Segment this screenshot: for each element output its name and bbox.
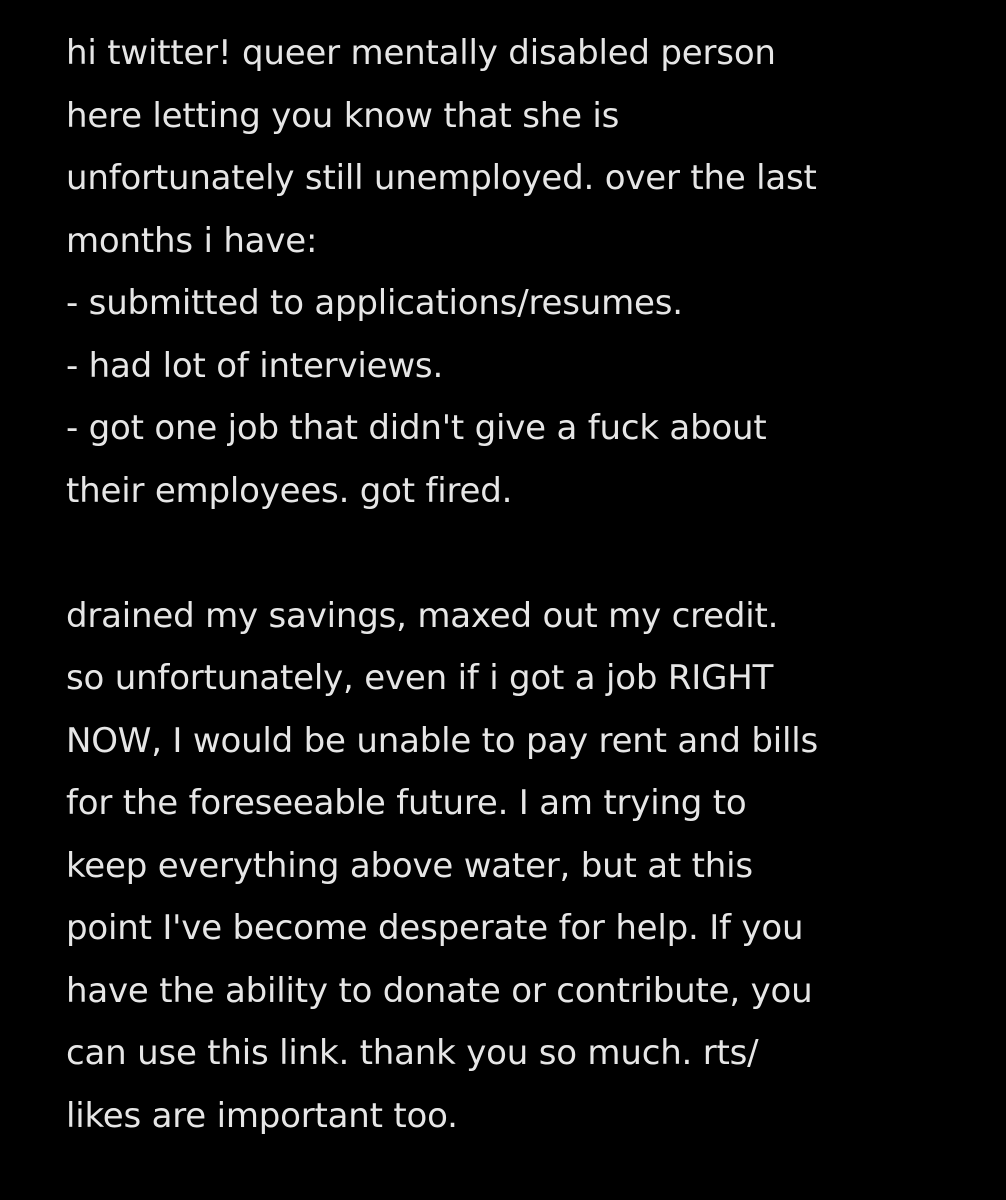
note-line: here letting you know that she is <box>66 95 620 136</box>
note-text-body <box>66 22 966 1147</box>
note-line: keep everything above water, but at this <box>66 845 753 886</box>
note-line: point I've become desperate for help. If you <box>66 908 804 948</box>
note-line: unfortunately still unemployed. over the last <box>66 158 817 198</box>
note-line: - had lot of interviews. <box>66 345 444 386</box>
note-line: NOW, I would be unable to pay rent and bills <box>66 720 818 761</box>
note-line: have the ability to donate or contribute, you <box>66 970 813 1011</box>
note-line: likes are important too. <box>66 1095 458 1136</box>
note-line: - got one job that didn't give a fuck about <box>66 408 767 448</box>
note-line: drained my savings, maxed out my credit. <box>66 595 779 636</box>
note-line: for the foreseeable future. I am trying to <box>66 783 747 823</box>
note-line: - submitted to applications/resumes. <box>66 283 683 323</box>
note-line: can use this link. thank you so much. rts/ <box>66 1033 759 1073</box>
note-blank-line <box>66 522 966 585</box>
note-line: months i have: <box>66 220 318 261</box>
note-line: their employees. got fired. <box>66 470 513 511</box>
note-line: so unfortunately, even if i got a job RIGHT <box>66 658 774 698</box>
note-line: hi twitter! queer mentally disabled person <box>66 33 776 73</box>
